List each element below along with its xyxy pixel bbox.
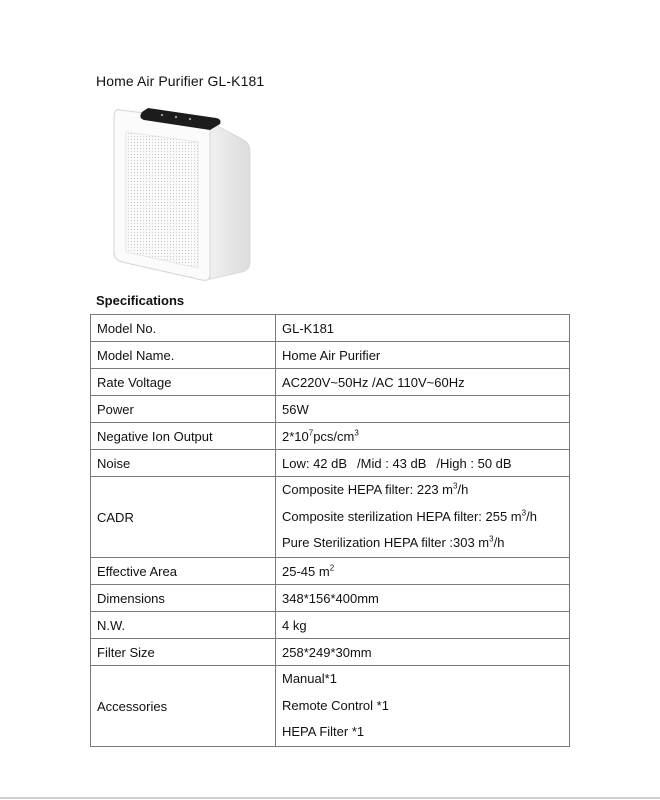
spec-label: Model No.: [91, 315, 276, 342]
cadr-line: Composite sterilization HEPA filter: 255 $m^3/h$: [282, 508, 537, 524]
spec-value: 258*249*30mm: [276, 639, 570, 666]
spec-value: Home Air Purifier: [276, 342, 570, 369]
noise-low: Low: 42 dB: [282, 455, 348, 471]
exponent: 2: [329, 563, 335, 573]
noise-mid: /Mid : 43 dB: [357, 455, 427, 471]
table-row: [91, 450, 570, 477]
spec-value: [276, 666, 570, 747]
table-row: [91, 477, 570, 558]
spec-label: Dimensions: [91, 585, 276, 612]
specifications-table: [90, 314, 570, 747]
page-bottom-rule: [0, 797, 660, 799]
value-text: pcs/cm: [313, 428, 355, 444]
exponent: 3: [354, 428, 359, 438]
spec-value: [276, 423, 570, 450]
air-purifier-image: [106, 102, 254, 282]
spec-label: Negative Ion Output: [91, 423, 276, 450]
cadr-line: Composite HEPA filter: 223 $m^3/h$: [282, 481, 469, 497]
spec-value: [276, 477, 570, 558]
table-row: [91, 315, 570, 342]
table-row: [91, 639, 570, 666]
spec-label: Filter Size: [91, 639, 276, 666]
spec-label: Rate Voltage: [91, 369, 276, 396]
noise-high: /High : 50 dB: [436, 455, 512, 471]
cadr-line: Pure Sterilization HEPA filter :303 $m^3/h$: [282, 535, 505, 551]
spec-label: Accessories: [91, 666, 276, 747]
accessory-item: HEPA Filter *1: [282, 724, 365, 740]
spec-label: Noise: [91, 450, 276, 477]
accessory-item: Remote Control *1: [282, 697, 389, 713]
spec-value: 56W: [276, 396, 570, 423]
document-title: Home Air Purifier GL-K181: [96, 73, 265, 89]
table-row: [91, 423, 570, 450]
specifications-heading: Specifications: [96, 293, 185, 308]
spec-label: CADR: [91, 477, 276, 558]
table-row: [91, 342, 570, 369]
spec-label: Power: [91, 396, 276, 423]
table-row: [91, 585, 570, 612]
spec-value: GL-K181: [276, 315, 570, 342]
table-row: [91, 558, 570, 585]
spec-value: 348*156*400mm: [276, 585, 570, 612]
spec-value: 25-45 $m^2$: [276, 558, 570, 585]
spec-value: AC220V~50Hz /AC 110V~60Hz: [276, 369, 570, 396]
accessory-item: Manual*1: [282, 671, 337, 687]
spec-label: Effective Area: [91, 558, 276, 585]
table-row: [91, 396, 570, 423]
spec-value: [276, 450, 570, 477]
spec-value: 4 kg: [276, 612, 570, 639]
table-row: [91, 666, 570, 747]
spec-label: N.W.: [91, 612, 276, 639]
value-text: 2*10: [282, 428, 309, 444]
table-row: [91, 369, 570, 396]
table-row: [91, 612, 570, 639]
spec-label: Model Name.: [91, 342, 276, 369]
exponent: 7: [308, 428, 314, 438]
